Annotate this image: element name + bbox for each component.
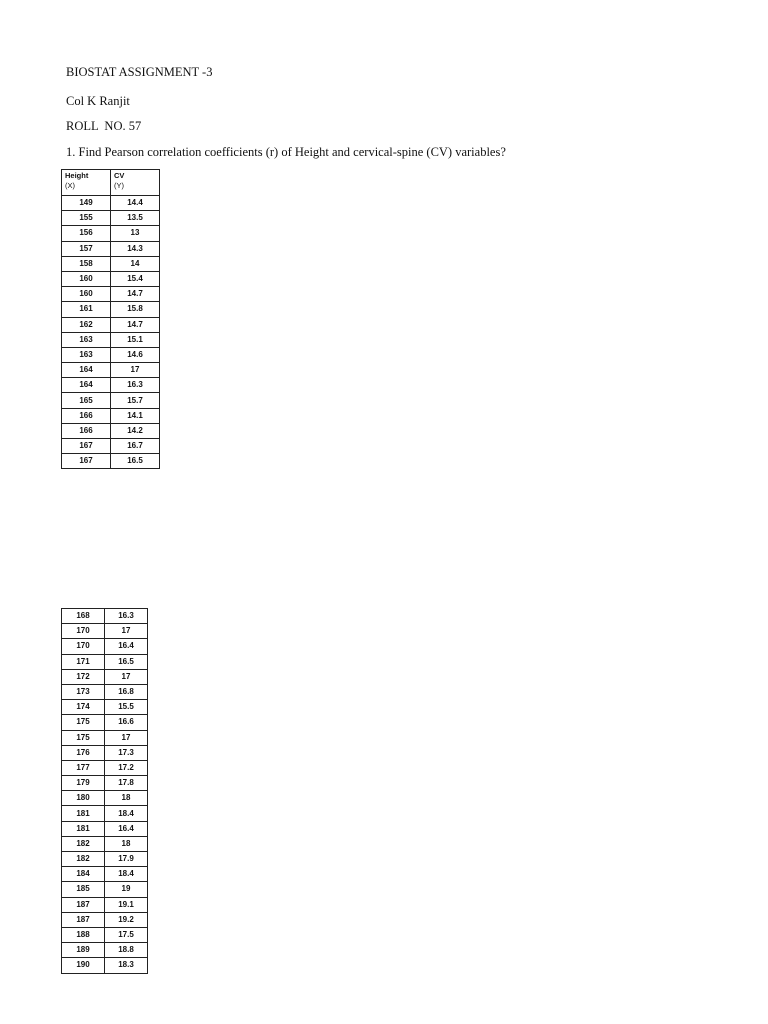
cv-cell: 16.5 [111,454,160,469]
table-row [62,639,148,654]
cv-cell: 17.8 [105,776,148,791]
table-row [62,624,148,639]
document-title: BIOSTAT ASSIGNMENT -3 [66,65,213,79]
table-row [62,454,160,469]
table-row [62,408,160,423]
cv-cell: 14.7 [111,317,160,332]
cv-cell: 14.7 [111,287,160,302]
cv-cell: 15.1 [111,332,160,347]
height-cell: 175 [62,715,105,730]
height-cell: 156 [62,226,111,241]
data-table-part-1 [61,169,160,469]
table-row [62,745,148,760]
table-row [62,196,160,211]
table-row [62,897,148,912]
height-cell: 188 [62,927,105,942]
table-row [62,256,160,271]
cv-cell: 17 [105,624,148,639]
header-cv [111,170,160,196]
height-cell: 158 [62,256,111,271]
cv-cell: 14 [111,256,160,271]
height-cell: 164 [62,363,111,378]
cv-cell: 17 [111,363,160,378]
table-row [62,700,148,715]
table-row [62,927,148,942]
table-row [62,943,148,958]
table-row [62,393,160,408]
cv-cell: 18.4 [105,806,148,821]
cv-cell: 15.4 [111,271,160,286]
table-row [62,867,148,882]
table-row [62,760,148,775]
height-cell: 182 [62,836,105,851]
height-cell: 187 [62,897,105,912]
height-cell: 184 [62,867,105,882]
question-text: 1. Find Pearson correlation coefficients (r) of Height and cervical-spine (CV) variables? [66,145,506,159]
table-row [62,271,160,286]
cv-cell: 14.2 [111,423,160,438]
height-cell: 181 [62,806,105,821]
height-cell: 172 [62,669,105,684]
table-row [62,669,148,684]
table-row [62,423,160,438]
table-row [62,609,148,624]
height-cell: 167 [62,454,111,469]
table-row [62,715,148,730]
height-cell: 190 [62,958,105,973]
cv-cell: 16.8 [105,684,148,699]
table-row [62,241,160,256]
cv-cell: 13.5 [111,211,160,226]
height-cell: 175 [62,730,105,745]
cv-cell: 18.3 [105,958,148,973]
table-row [62,347,160,362]
table-row [62,882,148,897]
height-cell: 179 [62,776,105,791]
cv-cell: 16.5 [105,654,148,669]
height-cell: 167 [62,439,111,454]
table-row [62,211,160,226]
table-row [62,958,148,973]
cv-cell: 18 [105,791,148,806]
table-row [62,439,160,454]
table-row [62,287,160,302]
cv-cell: 14.1 [111,408,160,423]
height-cell: 166 [62,408,111,423]
header-height-sub: (X) [65,180,75,190]
cv-cell: 15.8 [111,302,160,317]
table-row [62,684,148,699]
table-row [62,317,160,332]
height-cell: 160 [62,271,111,286]
height-cell: 163 [62,347,111,362]
table-row [62,378,160,393]
table-row [62,821,148,836]
height-cell: 166 [62,423,111,438]
cv-cell: 17.3 [105,745,148,760]
height-cell: 185 [62,882,105,897]
cv-cell: 17.5 [105,927,148,942]
cv-cell: 19.1 [105,897,148,912]
height-cell: 173 [62,684,105,699]
cv-cell: 16.3 [111,378,160,393]
height-cell: 170 [62,624,105,639]
table-row [62,654,148,669]
height-cell: 161 [62,302,111,317]
cv-cell: 16.7 [111,439,160,454]
header-height [62,170,111,196]
cv-cell: 13 [111,226,160,241]
cv-cell: 15.5 [105,700,148,715]
cv-cell: 18.4 [105,867,148,882]
roll-number: ROLL NO. 57 [66,119,142,133]
table-row [62,730,148,745]
cv-cell: 14.4 [111,196,160,211]
cv-cell: 17 [105,730,148,745]
table-row [62,302,160,317]
cv-cell: 16.4 [105,821,148,836]
cv-cell: 19.2 [105,912,148,927]
cv-cell: 16.3 [105,609,148,624]
header-cv-label: CV [114,171,125,180]
cv-cell: 17.2 [105,760,148,775]
cv-cell: 15.7 [111,393,160,408]
cv-cell: 19 [105,882,148,897]
table-header-row [62,170,160,196]
height-cell: 163 [62,332,111,347]
table-row [62,776,148,791]
height-cell: 168 [62,609,105,624]
cv-cell: 17 [105,669,148,684]
table-row [62,226,160,241]
table-row [62,912,148,927]
height-cell: 160 [62,287,111,302]
height-cell: 182 [62,852,105,867]
height-cell: 157 [62,241,111,256]
author-name: Col K Ranjit [66,94,130,108]
table-row [62,852,148,867]
cv-cell: 14.6 [111,347,160,362]
table-row [62,332,160,347]
cv-cell: 16.4 [105,639,148,654]
cv-cell: 14.3 [111,241,160,256]
cv-cell: 18 [105,836,148,851]
header-height-label: Height [65,171,89,180]
height-cell: 170 [62,639,105,654]
table-row [62,363,160,378]
height-cell: 174 [62,700,105,715]
height-cell: 162 [62,317,111,332]
table-row [62,806,148,821]
height-cell: 165 [62,393,111,408]
height-cell: 155 [62,211,111,226]
cv-cell: 18.8 [105,943,148,958]
height-cell: 177 [62,760,105,775]
data-table-part-2 [61,608,148,974]
table-row [62,836,148,851]
height-cell: 171 [62,654,105,669]
cv-cell: 16.6 [105,715,148,730]
height-cell: 189 [62,943,105,958]
height-cell: 149 [62,196,111,211]
header-cv-sub: (Y) [114,180,124,190]
cv-cell: 17.9 [105,852,148,867]
height-cell: 176 [62,745,105,760]
height-cell: 181 [62,821,105,836]
height-cell: 164 [62,378,111,393]
table-row [62,791,148,806]
height-cell: 180 [62,791,105,806]
height-cell: 187 [62,912,105,927]
